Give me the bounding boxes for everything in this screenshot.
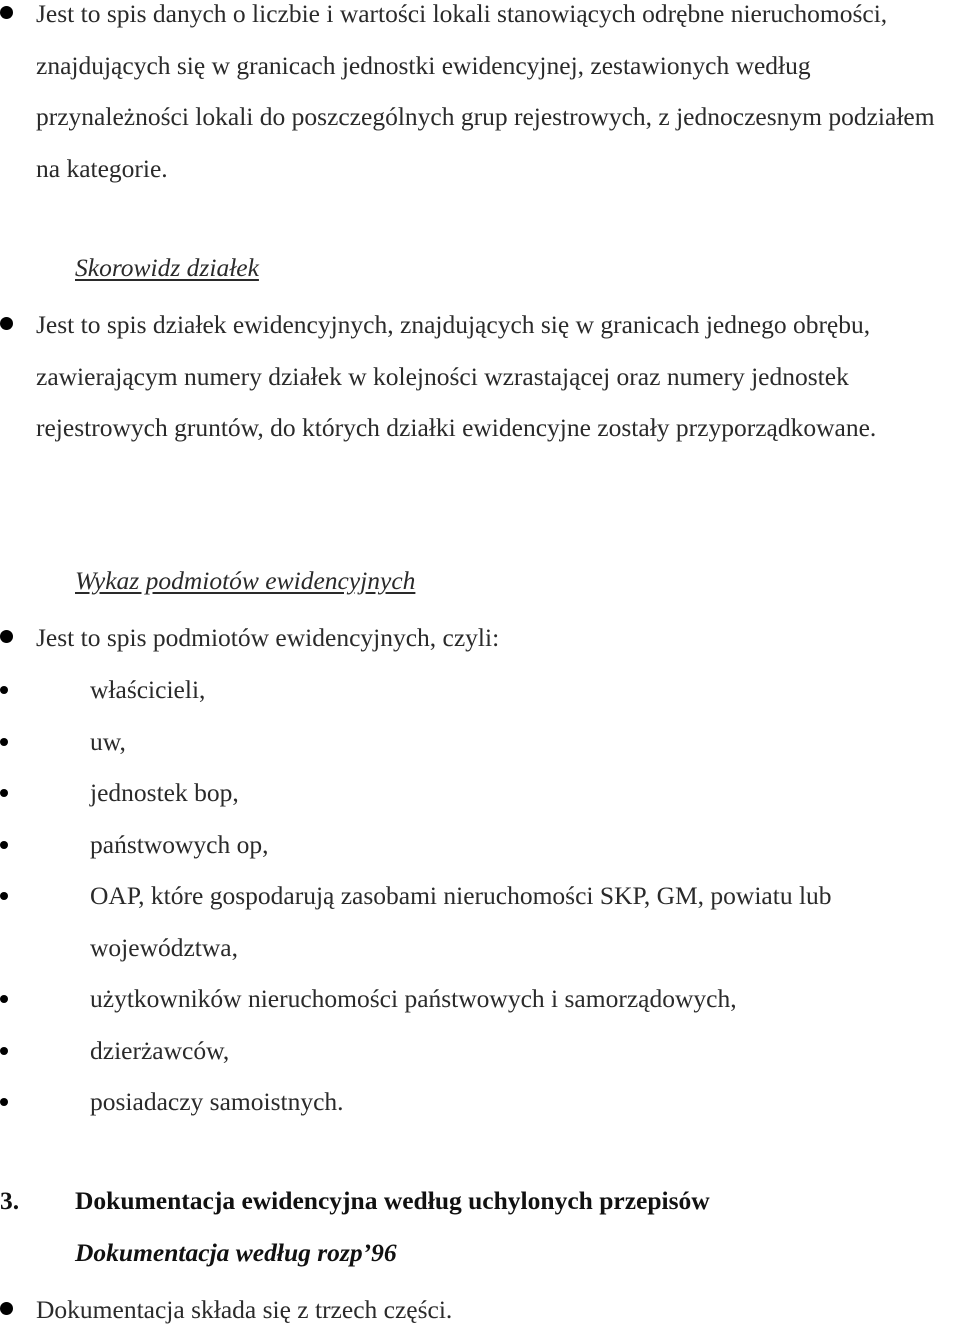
bullet-icon [0, 6, 13, 19]
list-item-text: właścicieli, [90, 675, 206, 704]
small-bullet-icon [0, 995, 8, 1003]
skorowidz-heading: Skorowidz działek [75, 253, 259, 282]
list-item [0, 716, 960, 768]
list-item-text: użytkowników nieruchomości państwowych i samorządowych, [90, 984, 737, 1013]
list-item-text: jednostek bop, [90, 778, 239, 807]
list-item [0, 664, 960, 716]
wykaz-heading: Wykaz podmiotów ewidencyjnych [75, 566, 416, 595]
lokale-text: Jest to spis danych o liczbie i wartości lokali stanowiących odrębne nieruchomości, znajdujących się w granicach jednostki ewidencyjnej, zestawionych według przynależności lokali do poszczególnych grup rejestrowych, z jednoczesnym podziałem na kategorie. [36, 0, 935, 183]
section3-bullet [0, 1284, 960, 1336]
wykaz-heading-block [0, 555, 960, 607]
section3-subtitle-block [0, 1227, 960, 1279]
list-item-text: posiadaczy samoistnych. [90, 1087, 344, 1116]
small-bullet-icon [0, 686, 8, 694]
list-item [0, 1025, 960, 1077]
list-item-text: uw, [90, 726, 126, 756]
list-item [0, 973, 960, 1025]
bullet-icon [0, 317, 13, 330]
bullet-icon [0, 1302, 13, 1315]
wykaz-list [0, 664, 960, 1128]
section-subtitle: Dokumentacja według rozp’96 [75, 1238, 397, 1267]
section-number: 3. [0, 1186, 20, 1215]
lokale-paragraph [0, 0, 960, 194]
section3-title-block [0, 1175, 960, 1227]
list-item-text: OAP, które gospodarują zasobami nieruchomości SKP, GM, powiatu lub województwa, [90, 881, 832, 962]
small-bullet-icon [0, 738, 8, 746]
skorowidz-text: Jest to spis działek ewidencyjnych, znajdujących się w granicach jednego obrębu, zawierającym numery działek w kolejności wzrastającej oraz numery jednostek rejestrowych gruntów, do których działki ewidencyjne zostały przyporządkowane. [36, 310, 877, 442]
section3-bullet-block [0, 1284, 960, 1336]
section-title [0, 1175, 960, 1227]
small-bullet-icon [0, 1098, 8, 1106]
section3-bullet-text: Dokumentacja składa się z trzech części. [36, 1295, 453, 1324]
list-item [0, 1076, 960, 1128]
list-item-text: dzierżawców, [90, 1035, 230, 1065]
small-bullet-icon [0, 1047, 8, 1055]
bullet-icon [0, 630, 13, 643]
small-bullet-icon [0, 892, 8, 900]
list-item [0, 870, 960, 973]
list-item [0, 767, 960, 819]
skorowidz-paragraph [0, 299, 960, 454]
small-bullet-icon [0, 789, 8, 797]
section-title-text: Dokumentacja ewidencyjna według uchylonych przepisów [75, 1186, 710, 1215]
list-item [0, 819, 960, 871]
skorowidz-heading-block [0, 242, 960, 294]
list-item-text: państwowych op, [90, 829, 269, 859]
wykaz-intro [0, 612, 960, 664]
wykaz-intro-text: Jest to spis podmiotów ewidencyjnych, czyli: [36, 623, 500, 652]
wykaz-intro-block [0, 612, 960, 664]
lokale-paragraph-block [0, 0, 960, 194]
small-bullet-icon [0, 841, 8, 849]
skorowidz-paragraph-block [0, 299, 960, 454]
